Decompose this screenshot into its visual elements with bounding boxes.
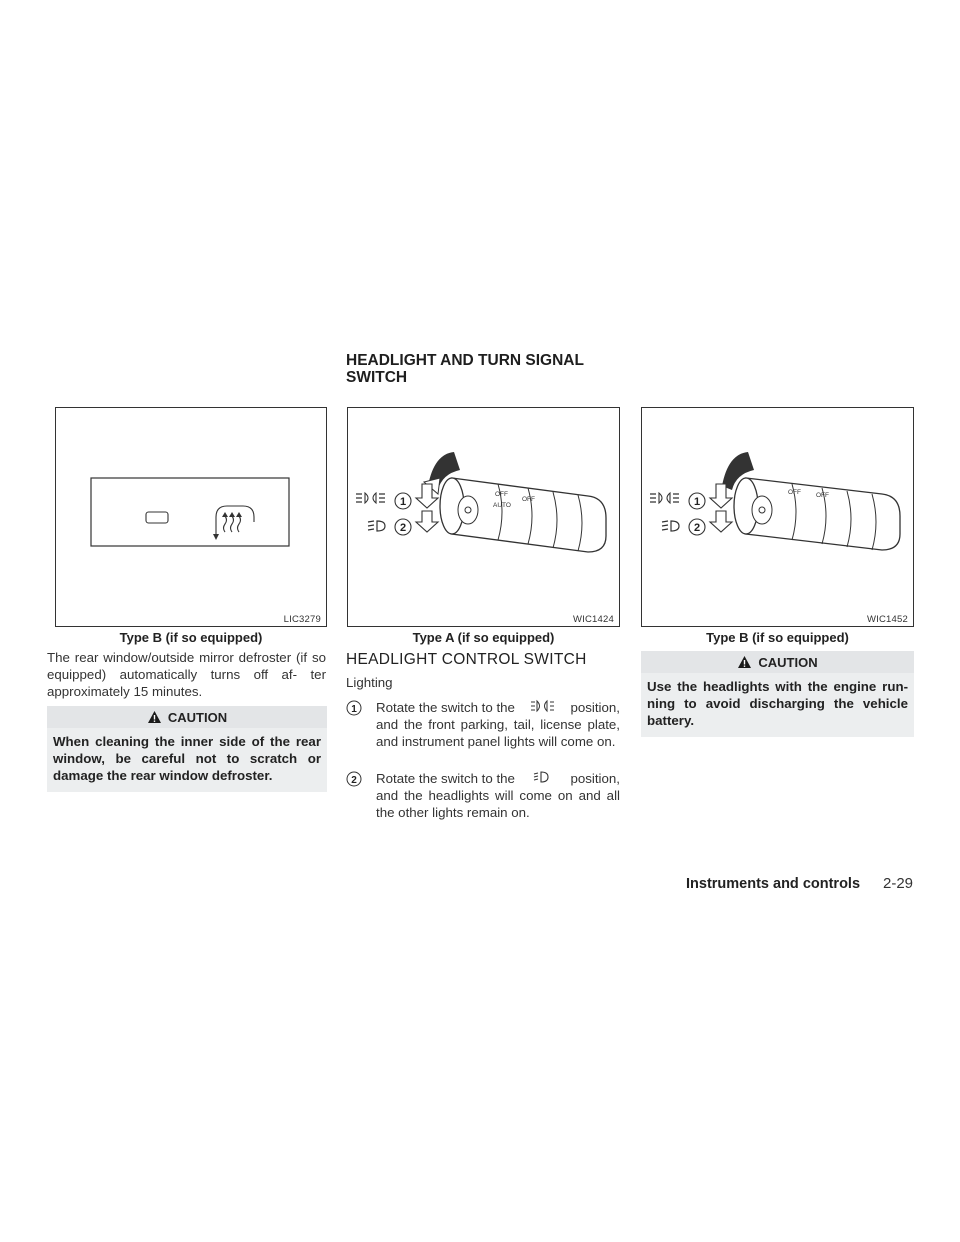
parking-light-icon [650, 493, 679, 503]
headlight-icon [662, 521, 679, 531]
caution-text: Use the headlights with the engine run- ning to avoid discharging the vehicle battery. [641, 673, 914, 737]
page-number: 2-29 [883, 875, 914, 892]
step-1 [346, 699, 620, 750]
switch-off-label: OFF [788, 489, 801, 496]
section-title: HEADLIGHT AND TURN SIGNAL SWITCH [346, 352, 584, 386]
switch-off-label: OFF [816, 492, 829, 499]
defroster-switch-illustration [56, 408, 326, 626]
step-1-number: 1 [351, 704, 357, 715]
position-2-label: 2 [693, 522, 701, 534]
caution-header [47, 706, 327, 728]
headlight-switch-type-b [642, 408, 913, 626]
figure-defroster [55, 407, 327, 627]
position-1-label: 1 [399, 496, 407, 508]
step-2-text [376, 770, 620, 821]
step-2-number: 2 [351, 775, 357, 786]
figure-caption: Type B (if so equipped) [706, 630, 849, 645]
warning-icon [737, 655, 752, 669]
parking-light-icon [356, 493, 385, 503]
caution-box-battery [641, 651, 914, 737]
defroster-paragraph: The rear window/outside mirror defroster (if so equipped) automatically turns off af- ter approximately 15 minutes. [47, 650, 326, 699]
step-2-text-trail: position, [570, 771, 620, 786]
step-2-number-icon [346, 771, 362, 787]
figure-caption: Type A (if so equipped) [412, 630, 555, 645]
parking-light-icon [530, 699, 556, 713]
step-1-text-rest: and the front parking, tail, license plate, and instrument panel lights will come on. [376, 717, 620, 749]
headlight-switch-type-a [348, 408, 619, 626]
caution-title: CAUTION [758, 654, 818, 670]
figure-caption: Type B (if so equipped) [119, 630, 263, 645]
switch-off-label: OFF [522, 496, 535, 503]
headlight-control-heading: HEADLIGHT CONTROL SWITCH [346, 651, 587, 668]
figure-switch-type-a [347, 407, 620, 627]
caution-text: When cleaning the inner side of the rear window, be careful not to scratch or damage the rear window defroster. [47, 728, 327, 792]
position-1-label: 1 [693, 496, 701, 508]
step-1-number-icon [346, 700, 362, 716]
figure-code: WIC1452 [866, 614, 908, 625]
step-2 [346, 770, 620, 821]
figure-code: WIC1424 [572, 614, 614, 625]
switch-auto-label: AUTO [493, 502, 511, 509]
caution-box-defroster [47, 706, 327, 792]
step-1-text [376, 699, 620, 750]
position-2-label: 2 [399, 522, 407, 534]
figure-switch-type-b [641, 407, 914, 627]
footer-chapter-label: Instruments and controls [686, 876, 861, 892]
step-2-text-lead: Rotate the switch to the [376, 771, 515, 786]
caution-header [641, 651, 914, 673]
headlight-icon [533, 770, 553, 784]
headlight-icon [368, 521, 385, 531]
switch-off-label: OFF [495, 491, 508, 498]
warning-icon [147, 710, 162, 724]
step-1-text-lead: Rotate the switch to the [376, 700, 515, 715]
caution-title: CAUTION [167, 709, 228, 725]
figure-code: LIC3279 [283, 614, 321, 625]
lighting-subheading: Lighting [346, 675, 393, 690]
step-1-text-trail: position, [570, 700, 620, 715]
step-2-text-rest: and the headlights will come on and all the other lights remain on. [376, 788, 620, 820]
